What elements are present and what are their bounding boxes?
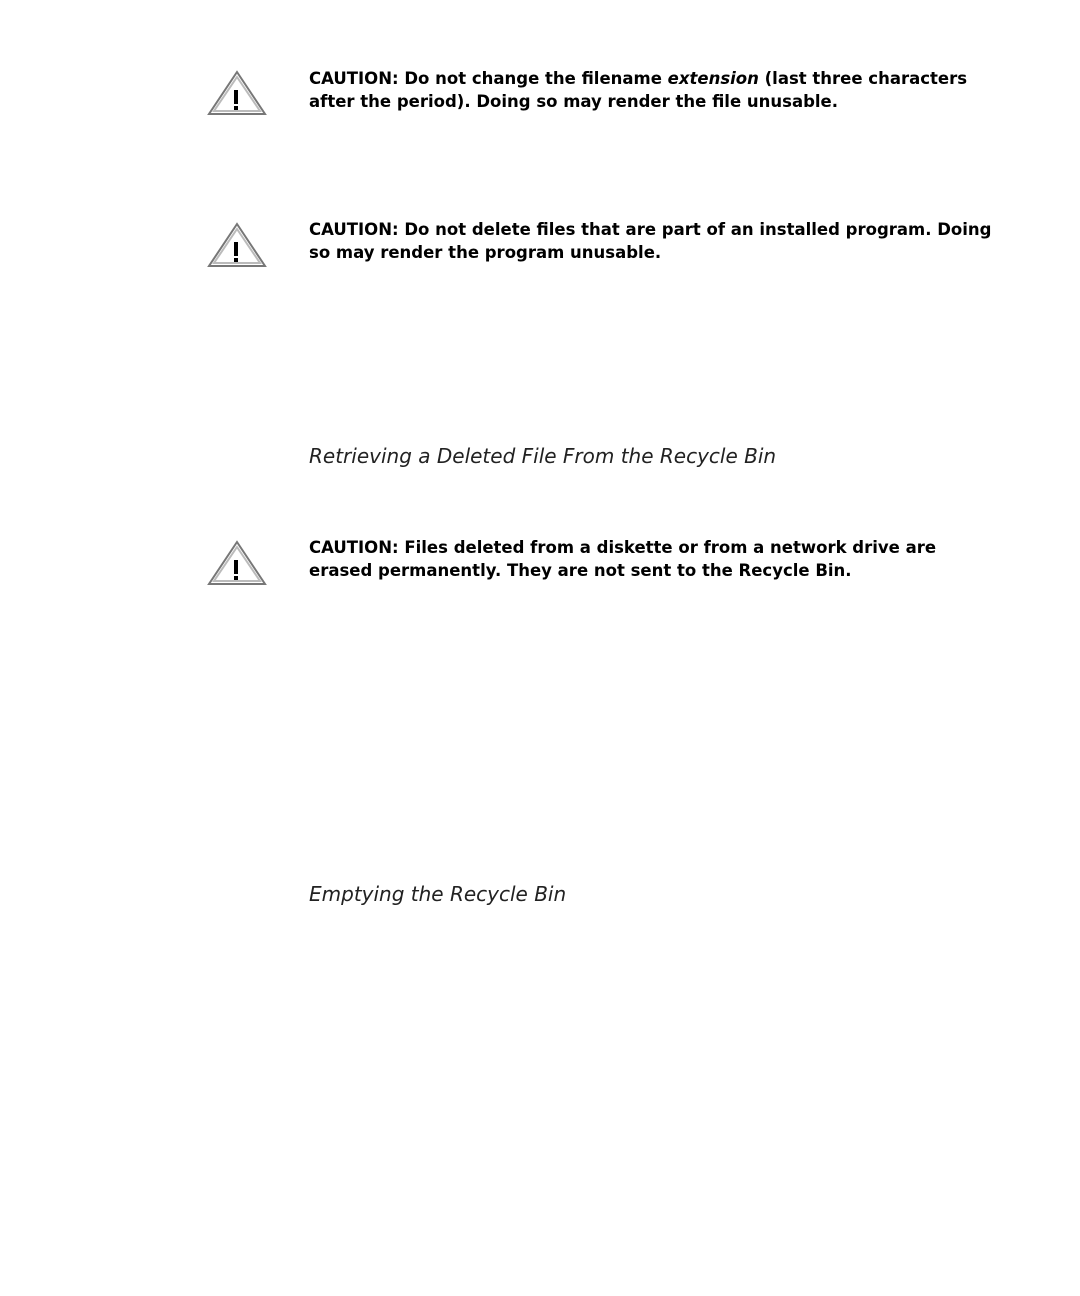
- caution-triangle-icon: [207, 222, 267, 268]
- section-heading-retrieving: Retrieving a Deleted File From the Recycle Bin: [309, 444, 777, 468]
- caution-text-part: Do not delete files that are part of an installed program. Doing so may render the program unusable.: [309, 220, 992, 262]
- caution-note-diskette-network: [309, 536, 999, 582]
- caution-text-part: Do not change the filename: [398, 69, 668, 88]
- caution-label: CAUTION:: [309, 220, 399, 239]
- caution-label: CAUTION:: [309, 538, 399, 557]
- caution-emphasis: extension: [667, 69, 759, 88]
- caution-triangle-icon: [207, 540, 267, 586]
- caution-note-installed-program: [309, 218, 999, 264]
- section-heading-emptying: Emptying the Recycle Bin: [309, 882, 567, 906]
- caution-text-part: (last three characters after the period). Doing so may render the file unusable.: [309, 69, 968, 111]
- caution-text-part: Files deleted from a diskette or from a network drive are erased permanently. They are not sent to the Recycle Bin.: [309, 538, 937, 580]
- caution-triangle-icon: [207, 70, 267, 116]
- caution-note-extension: [309, 67, 999, 113]
- caution-label: CAUTION:: [309, 69, 399, 88]
